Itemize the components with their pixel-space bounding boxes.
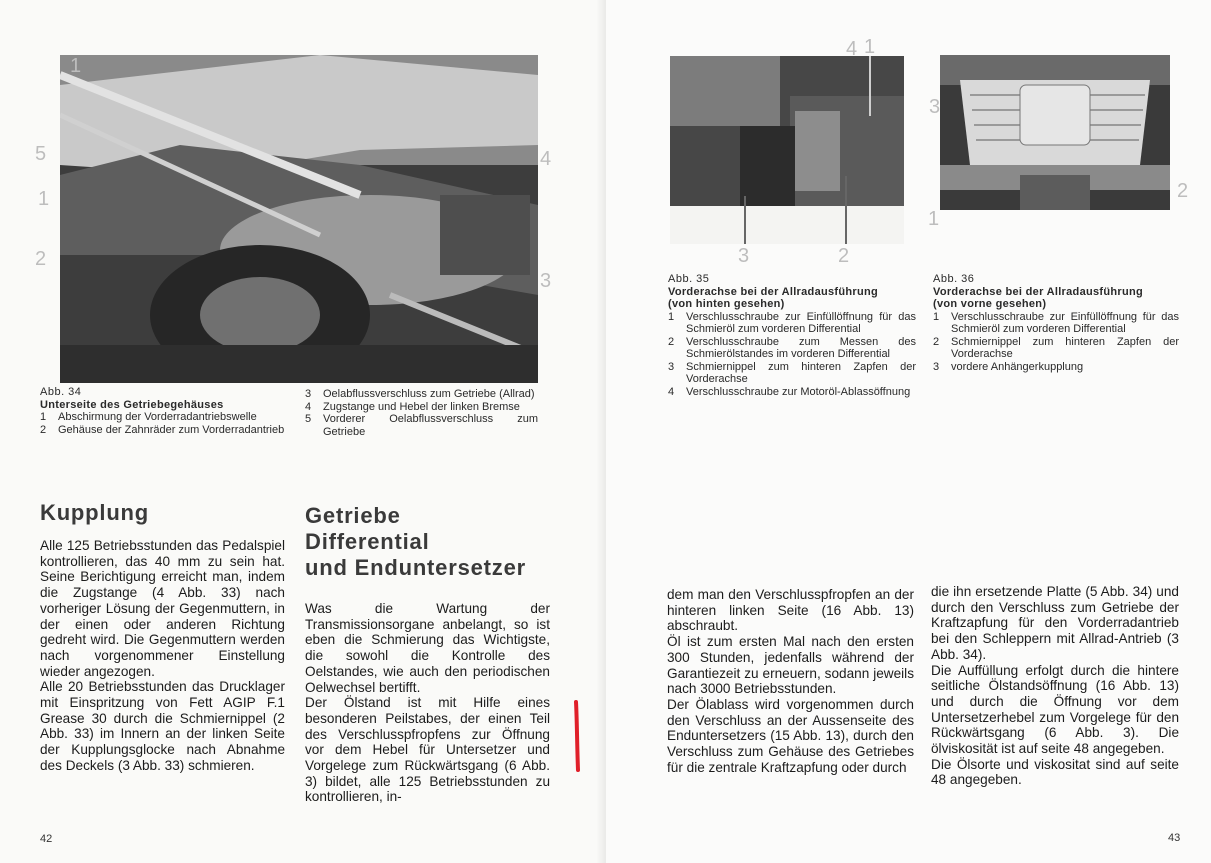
legend-item xyxy=(933,336,1179,361)
legend-number: 3 xyxy=(933,360,940,373)
page-number-right: 43 xyxy=(1168,832,1181,844)
legend-item xyxy=(40,411,288,424)
legend-item xyxy=(668,336,916,361)
legend-item xyxy=(305,413,538,438)
right-col1-paragraph-2: Öl ist zum ersten Mal nach den ersten 300 Stunden, jedenfalls während der Garantiezeit zu erneuern, sodann jeweils nach 3000 Betriebsstunden. xyxy=(667,634,914,697)
right-col1-paragraph-3: Der Ölablass wird vorgenommen durch den Verschluss an der Aussenseite des Enduntersetzers (15 Abb. 13), durch den Verschluss zum Gehäuse des Getriebes für die zentrale Kraftzapfung oder durch xyxy=(667,696,914,775)
legend-item xyxy=(305,388,538,401)
legend-text: Schmiernippel zum hinteren Zapfen der Vorderachse xyxy=(686,360,916,385)
getriebe-heading-line-1: Getriebe xyxy=(305,503,401,528)
legend-number: 2 xyxy=(933,335,940,348)
figure-35-callout-3: 3 xyxy=(738,245,750,267)
kupplung-paragraph-2: Alle 20 Betriebsstunden das Drucklager mit Einspritzung von Fett AGIP F.1 Grease 30 durch die Schmiernippel (2 Abb. 33) im Innern an der linken Seite der Kupplungsglocke nach Abnahme des Deckels (3 Abb. 33) schmieren. xyxy=(40,679,285,773)
legend-text: Verschlusschraube zur Einfüllöffnung für das Schmieröl zum vorderen Differential xyxy=(686,310,916,335)
figure-35-callout-1: 1 xyxy=(864,36,876,58)
legend-number: 1 xyxy=(40,411,47,423)
kupplung-text xyxy=(40,538,285,774)
legend-text: Verschlusschraube zur Einfüllöffnung für das Schmieröl zum vorderen Differential xyxy=(951,310,1179,335)
legend-item xyxy=(668,361,916,386)
figure-34-label: Abb. 34 xyxy=(40,386,82,398)
right-col2-paragraph-2: Die Auffüllung erfolgt durch die hintere seitliche Ölstandsöffnung (16 Abb. 13) und durch die Öffnung vor dem Untersetzerhebel zum Vorgelege für den Rückwärtsgang (6 Abb. 3). Die ölviskosität ist auf seite 48 angegeben. xyxy=(931,662,1179,757)
legend-item xyxy=(933,311,1179,336)
figure-34-callout-1-top: 1 xyxy=(70,55,82,77)
legend-item xyxy=(40,424,288,437)
figure-36-label: Abb. 36 xyxy=(933,273,975,285)
figure-36-title-1: Vorderachse bei der Allradausführung xyxy=(933,285,1144,298)
legend-number: 2 xyxy=(668,335,675,348)
kupplung-paragraph-1: Alle 125 Betriebsstunden das Pedalspiel kontrollieren, das 40 mm zu sein hat. Seine Berichtigung erreicht man, indem die Zugstange (4 Abb. 33) nach vorheriger Lösung der Gegenmuttern, in der einen oder anderen Richtung gedreht wird. Die Gegenmuttern werden nach vorgenommener Einstellung wieder angezogen. xyxy=(40,538,285,679)
getriebe-paragraph-2: Der Ölstand ist mit Hilfe eines besonderen Peilstabes, der einen Teil des Verschlusspfropfens zur Öffnung vor dem Hebel für Untersetzer und Vorgelege zum Rückwärtsgang (6 Abb. 3) bildet, alle 125 Betriebsstunden zu kontrollieren, in- xyxy=(305,695,550,805)
right-col1-paragraph-1: dem man den Verschlusspfropfen an der hinteren linken Seite (16 Abb. 13) abschraubt. xyxy=(667,587,914,634)
figure-34-callout-1: 1 xyxy=(38,188,50,210)
legend-number: 1 xyxy=(668,310,675,323)
legend-item xyxy=(668,311,916,336)
figure-34-callout-2: 2 xyxy=(35,248,47,270)
figure-35-caption xyxy=(668,273,916,398)
figure-34-legend-right xyxy=(305,388,538,438)
figure-36-legend xyxy=(933,311,1179,374)
page-number-left: 42 xyxy=(40,833,53,845)
figure-35-callout-4: 4 xyxy=(846,38,858,60)
getriebe-paragraph-1: Was die Wartung der Transmissionsorgane anbelangt, so ist eben die Schmierung das Wichtigste, die sowohl die Kontrolle des Oelstandes, wie auch den periodischen Oelwechsel bertifft. xyxy=(305,601,550,695)
figure-34-legend-left xyxy=(40,411,288,436)
right-column-1-text xyxy=(667,587,914,775)
right-col2-paragraph-3: Die Ölsorte und viskositat sind auf seite 48 angegeben. xyxy=(931,756,1179,788)
legend-number: 2 xyxy=(40,423,47,436)
figure-34-callout-3: 3 xyxy=(540,270,552,292)
legend-number: 3 xyxy=(668,360,675,373)
figure-34-callout-4: 4 xyxy=(540,148,552,170)
figure-34-caption-left xyxy=(40,386,288,436)
figure-35-legend xyxy=(668,311,916,399)
legend-text: vordere Anhängerkupplung xyxy=(951,360,1084,373)
figure-35-title-1: Vorderachse bei der Allradausführung xyxy=(668,285,879,298)
figure-34-callout-5: 5 xyxy=(35,143,47,165)
legend-number: 1 xyxy=(933,310,940,323)
legend-text: Schmiernippel zum hinteren Zapfen der Vorderachse xyxy=(951,335,1179,360)
figure-35-photo xyxy=(670,56,904,244)
legend-number: 4 xyxy=(305,400,312,413)
right-column-2-text xyxy=(931,584,1179,788)
right-col2-paragraph-1: die ihn ersetzende Platte (5 Abb. 34) und durch den Verschluss zum Getriebe der Kraftzapfung für den Vorderradantrieb bei den Schleppern mit Allrad-Antrieb (3 Abb. 34). xyxy=(931,584,1179,662)
getriebe-heading-line-3: und Enduntersetzer xyxy=(305,555,526,580)
legend-text: Gehäuse der Zahnräder zum Vorderradantrieb xyxy=(58,423,285,436)
legend-text: Zugstange und Hebel der linken Bremse xyxy=(323,400,520,413)
legend-number: 4 xyxy=(668,385,675,398)
legend-item xyxy=(668,386,916,399)
figure-36-caption xyxy=(933,273,1179,373)
getriebe-heading-line-2: Differential xyxy=(305,529,430,554)
kupplung-heading: Kupplung xyxy=(40,500,150,525)
legend-item xyxy=(305,401,538,414)
getriebe-heading xyxy=(305,503,526,581)
figure-35-title-2: (von hinten gesehen) xyxy=(668,298,785,310)
getriebe-text xyxy=(305,601,550,805)
figure-36-callout-3: 3 xyxy=(929,96,941,118)
legend-text: Abschirmung der Vorderradantriebswelle xyxy=(58,411,257,423)
figure-36-callout-1: 1 xyxy=(928,208,940,230)
figure-34-title: Unterseite des Getriebegehäuses xyxy=(40,398,224,411)
red-annotation-mark xyxy=(572,700,582,772)
figure-36-callout-2: 2 xyxy=(1177,180,1189,202)
figure-36-title-2: (von vorne gesehen) xyxy=(933,298,1047,310)
figure-35-callout-2: 2 xyxy=(838,245,850,267)
figure-36-photo xyxy=(940,55,1170,210)
legend-number: 5 xyxy=(305,413,312,425)
legend-text: Verschlusschraube zur Motoröl-Ablassöffnung xyxy=(686,385,911,398)
legend-number: 3 xyxy=(305,388,312,400)
legend-text: Oelabflussverschluss zum Getriebe (Allrad) xyxy=(323,388,535,400)
legend-text: Verschlusschraube zum Messen des Schmierölstandes im vorderen Differential xyxy=(686,335,916,360)
legend-item xyxy=(933,361,1179,374)
legend-text: Vorderer Oelabflussverschluss zum Getriebe xyxy=(323,413,538,438)
figure-35-label: Abb. 35 xyxy=(668,273,710,285)
figure-34-caption-right xyxy=(305,388,538,438)
right-page xyxy=(606,0,1211,863)
figure-34-photo xyxy=(60,55,538,383)
